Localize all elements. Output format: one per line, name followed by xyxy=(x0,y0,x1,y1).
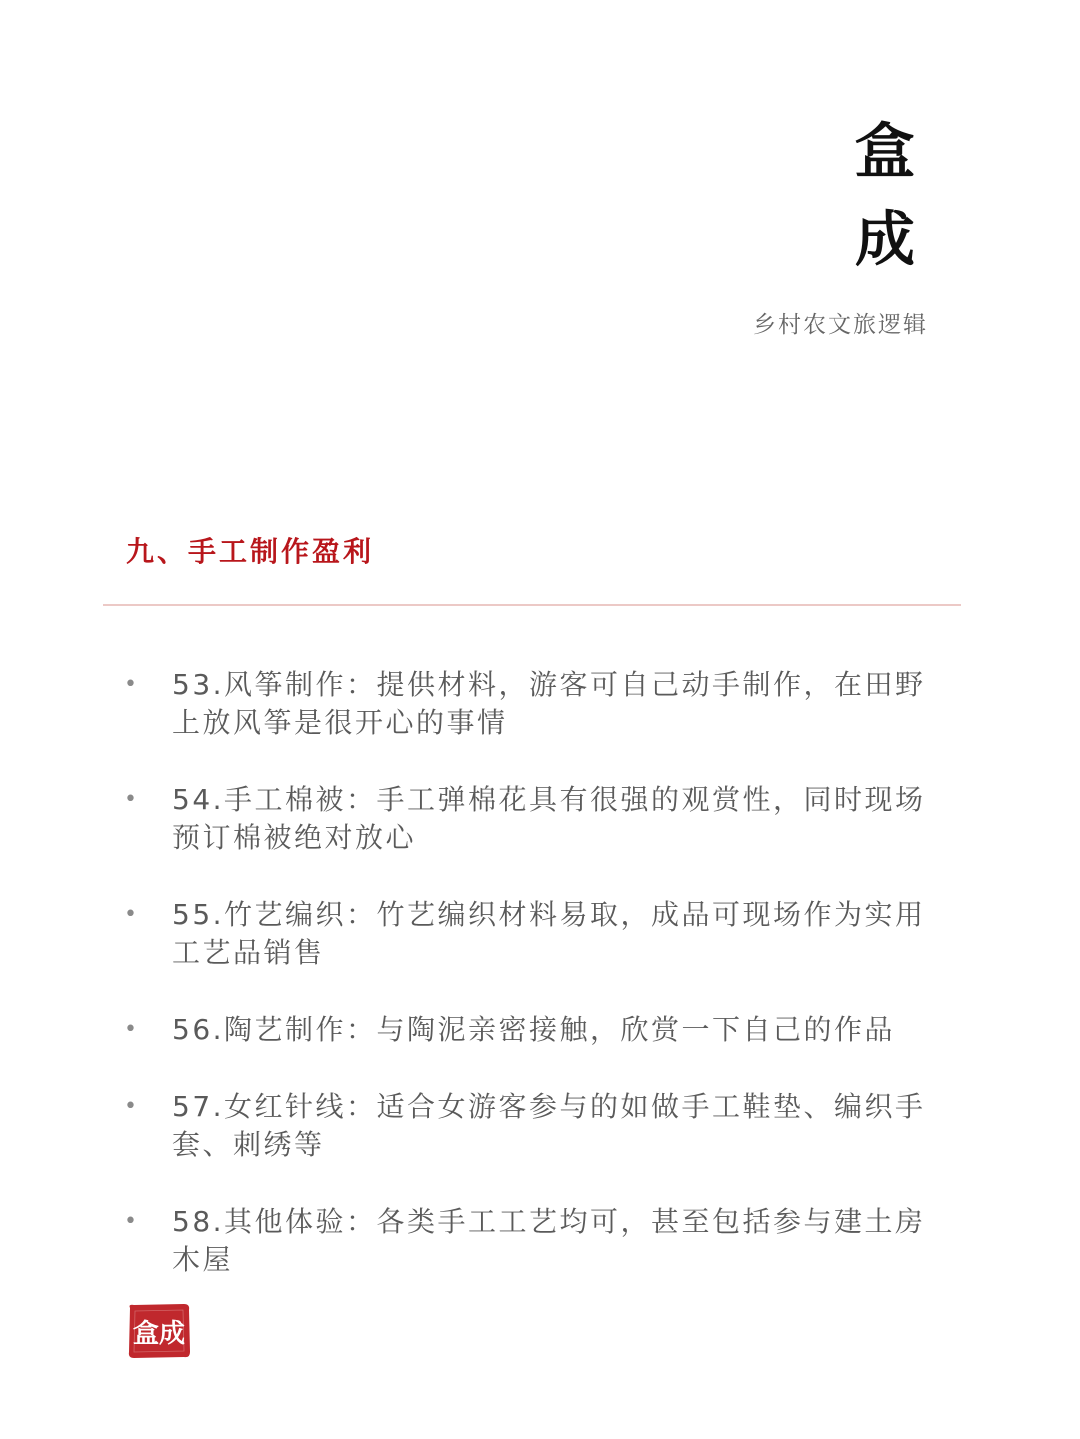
list-item xyxy=(122,1011,952,1049)
list-item xyxy=(122,1088,952,1164)
bullet-icon: • xyxy=(124,902,140,927)
list-item xyxy=(122,666,952,742)
seal-stamp-logo xyxy=(126,1302,192,1360)
section-divider xyxy=(103,604,961,606)
item-text: 57.女红针线：适合女游客参与的如做手工鞋垫、编织手套、刺绣等 xyxy=(172,1090,926,1161)
bullet-icon: • xyxy=(124,787,140,812)
item-text: 58.其他体验：各类手工工艺均可，甚至包括参与建土房木屋 xyxy=(172,1205,926,1276)
bullet-icon: • xyxy=(124,672,140,697)
list-item xyxy=(122,896,952,972)
brand-tagline: 乡村农文旅逻辑 xyxy=(753,312,928,338)
item-text: 53.风筝制作：提供材料，游客可自己动手制作，在田野上放风筝是很开心的事情 xyxy=(172,668,926,739)
list-item xyxy=(122,781,952,857)
item-text: 56.陶艺制作：与陶泥亲密接触，欣赏一下自己的作品 xyxy=(172,1013,896,1046)
brand-char-cheng: 成 xyxy=(855,205,915,275)
list-item xyxy=(122,1203,952,1279)
seal-stamp-text: 盒成 xyxy=(132,1319,186,1349)
section-title: 九、手工制作盈利 xyxy=(126,535,375,568)
item-text: 54.手工棉被：手工弹棉花具有很强的观赏性，同时现场预订棉被绝对放心 xyxy=(172,783,926,854)
bullet-icon: • xyxy=(124,1094,140,1119)
bullet-icon: • xyxy=(124,1209,140,1234)
item-text: 55.竹艺编织：竹艺编织材料易取，成品可现场作为实用工艺品销售 xyxy=(172,898,926,969)
item-list xyxy=(122,666,952,1279)
brand-char-he: 盒 xyxy=(855,117,915,187)
bullet-icon: • xyxy=(124,1017,140,1042)
brand-title xyxy=(840,108,930,284)
